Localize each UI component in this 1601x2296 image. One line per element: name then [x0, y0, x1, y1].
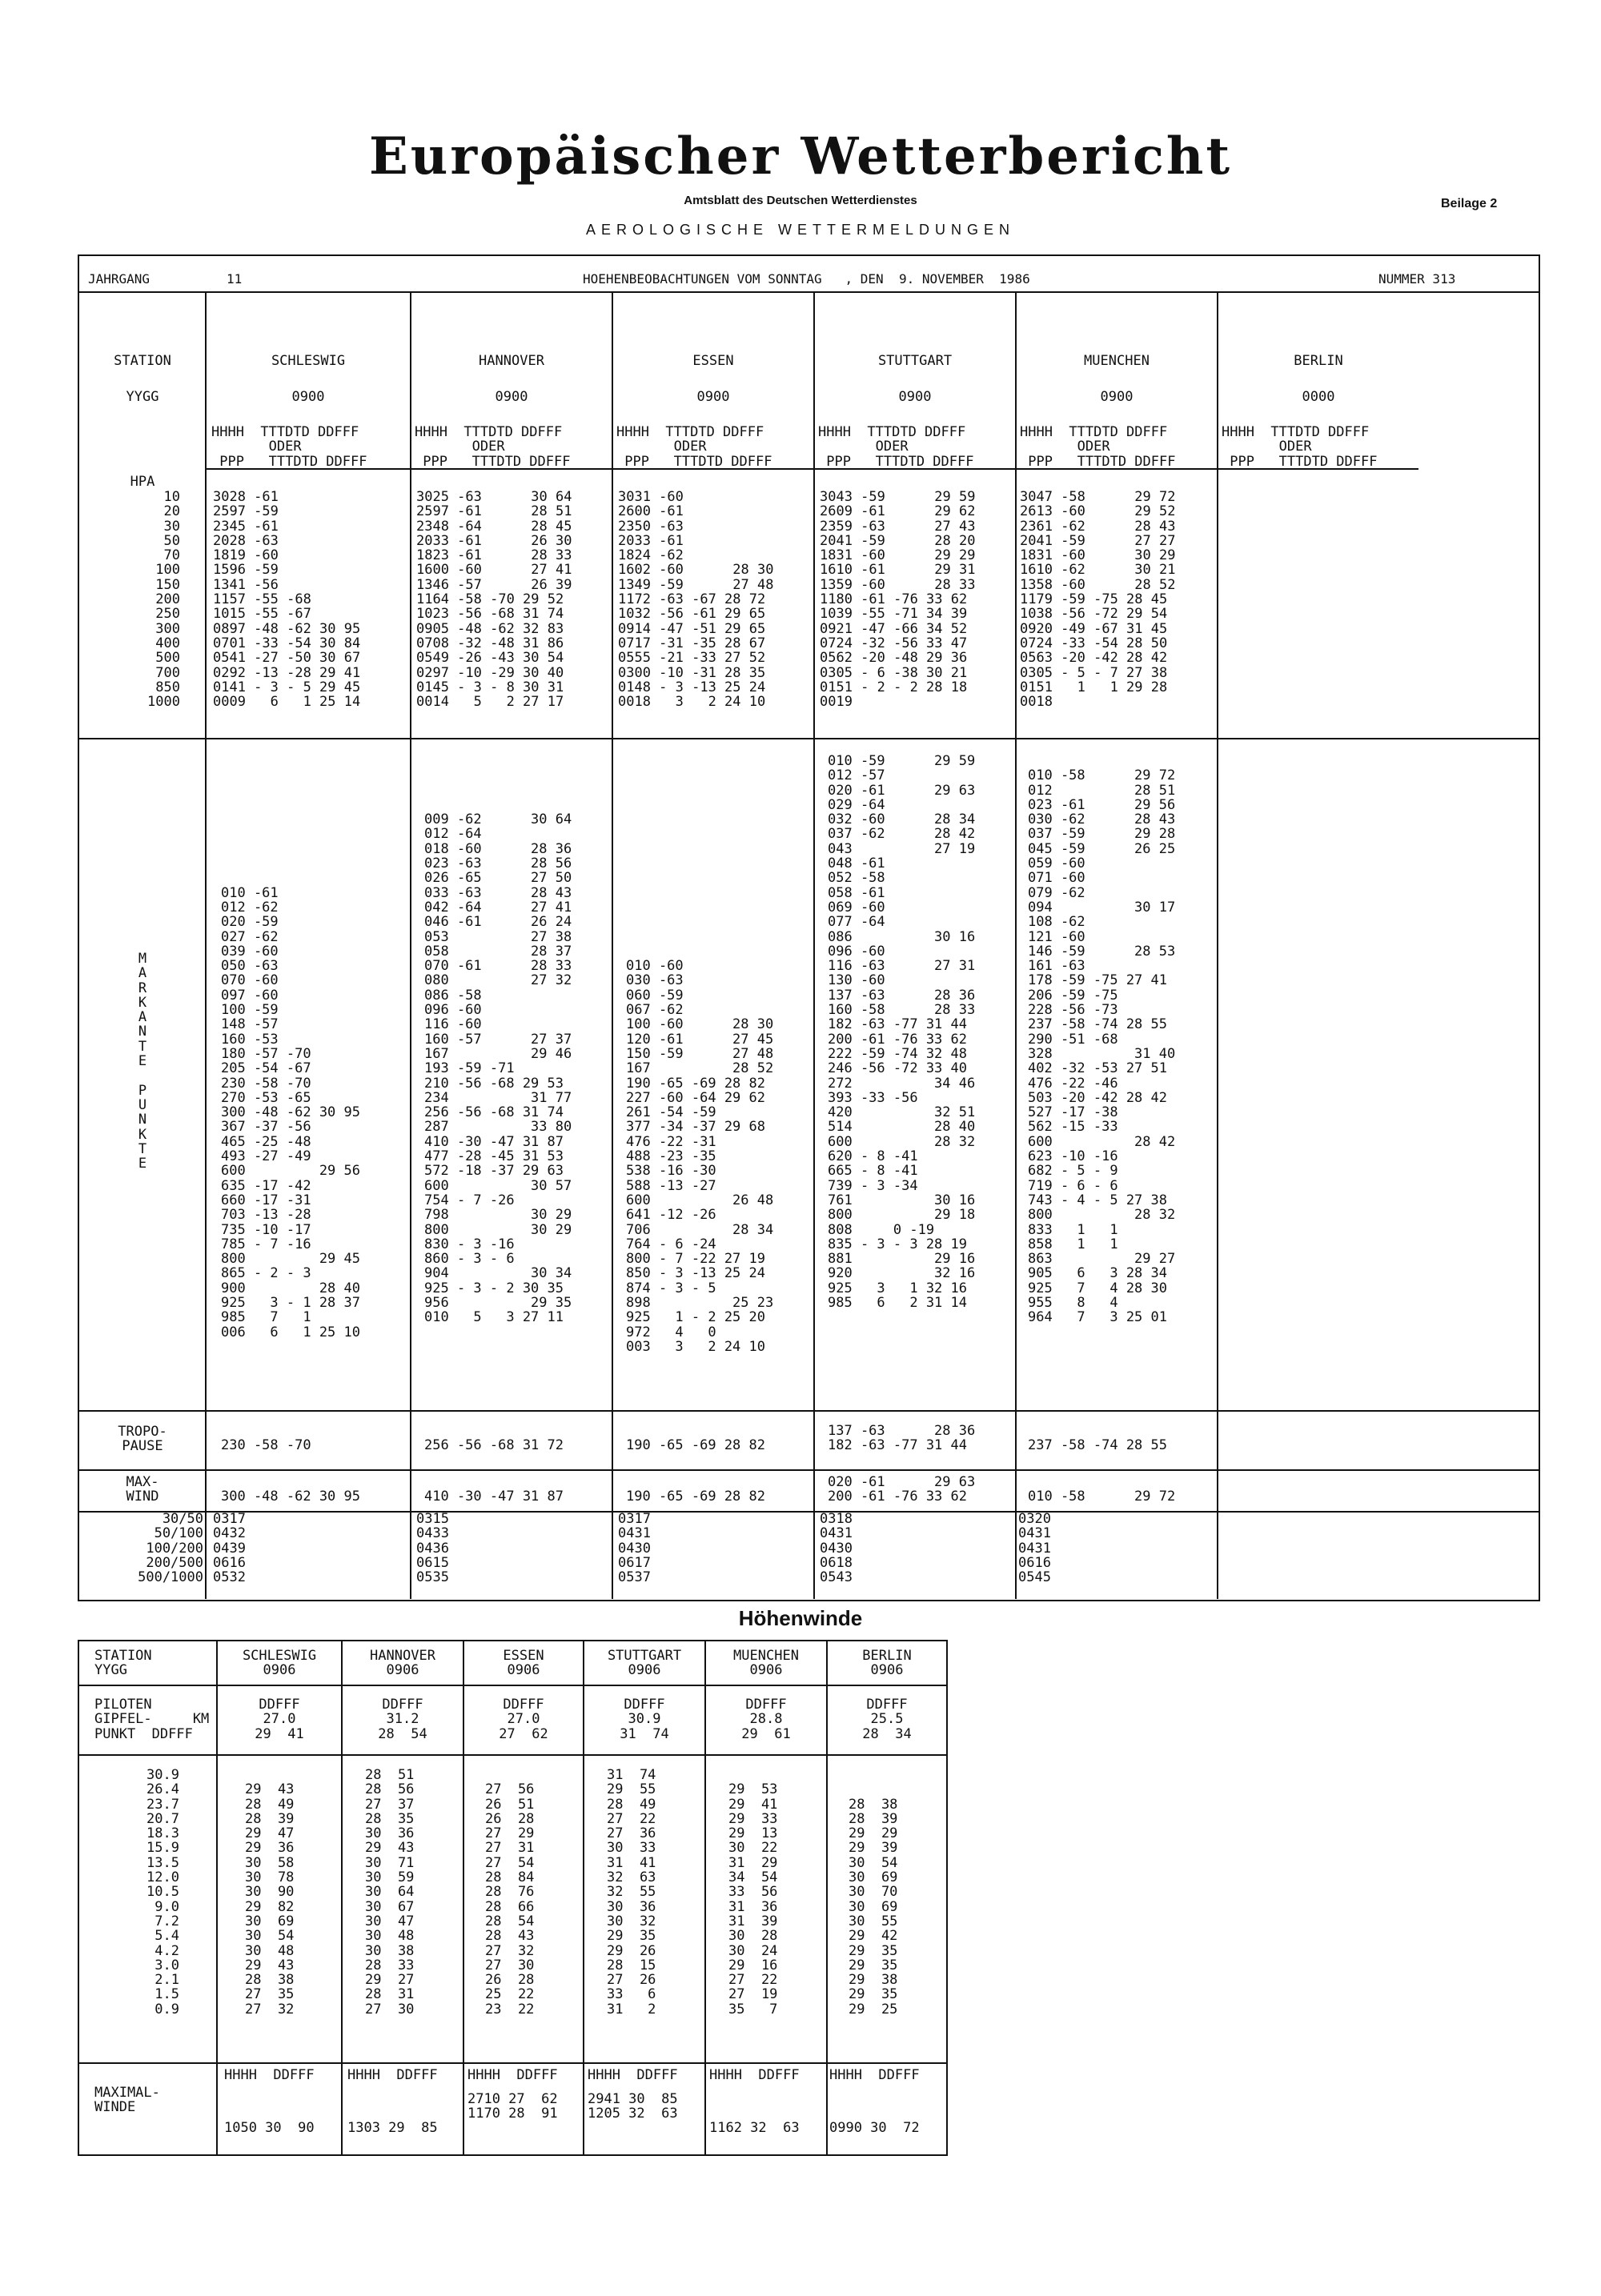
tropopause-label: TROPO- PAUSE	[118, 1424, 167, 1455]
station-name: SCHLESWIG	[271, 353, 346, 369]
markante-punkte-label: M A R K A N T E P U N K T E	[138, 951, 147, 1172]
pressure-levels: 10 20 30 50 70 100 150 200 250 300 400 500 700 850 1000	[147, 489, 180, 711]
significant-levels: 009 -62 30 64 012 -64 018 -60 28 36 023 -63 28 56 026 -65 27 50 033 -63 28 43 042 -64 27 41 046 -61 26 24 053 27 38 058 28 37 070 -61 28 33 080 27 32 086 -58 096 -60 116 -60 160 -57 27 37 167 29 46 193 -59 -71 210 -56 -68 29 53 234 31 77 256 -56 -68 31 74 287 33 80 410 -30 -47 31 87 477 -28 -45 31 53 572 -18 -37 29 63 600 30 57 754 - 7 -26 798 30 29 800 30 29 830 - 3 -16 860 - 3 - 6 904 30 34 925 - 3 - 2 30 35 956 29 35 010 5 3 27 11	[424, 811, 572, 1326]
hw-piloten: DDFFF 30.9 31 74	[620, 1697, 669, 1742]
maxwind-values: 190 -65 -69 28 82	[626, 1489, 765, 1505]
maxwind-values: 020 -61 29 63 200 -61 -76 33 62	[828, 1474, 976, 1505]
column-head: HHHH TTTDTD DDFFF ODER PPP TTTDTD DDFFF	[818, 424, 974, 470]
hw-max-label: MAXIMAL- WINDE	[94, 2085, 160, 2116]
hw-winds: 28 51 28 56 27 37 28 35 30 36 29 43 30 71 30 59 30 64 30 67 30 47 30 48 30 38 28 33 29 27 28 31 27 30	[365, 1767, 415, 2018]
hpa-label: HPA	[130, 474, 155, 490]
standard-levels: 3028 -61 2597 -59 2345 -61 2028 -63 1819 -60 1596 -59 1341 -56 1157 -55 -68 1015 -55 -67 0897 -48 -62 30 95 0701 -33 -54 30 84 0541 -27 -50 30 67 0292 -13 -28 29 41 0141 - 3 - 5 29 45 0009 6 1 25 14	[213, 489, 361, 711]
tropopause-values: 237 -58 -74 28 55	[1028, 1437, 1167, 1454]
supplement-label: Beilage 2	[1441, 197, 1498, 210]
section-title: AEROLOGISCHE WETTERMELDUNGEN	[585, 222, 1016, 238]
hw-max-head: HHHH DDFFF	[224, 2067, 315, 2083]
hw-piloten: DDFFF 25.5 28 34	[862, 1697, 912, 1742]
significant-levels: 010 -61 012 -62 020 -59 027 -62 039 -60 050 -63 070 -60 097 -60 100 -59 148 -57 160 -53 180 -57 -70 205 -54 -67 230 -58 -70 270 -53 -65 300 -48 -62 30 95 367 -37 -56 465 -25 -48 493 -27 -49 600 29 56 635 -17 -42 660 -17 -31 703 -13 -28 735 -10 -17 785 - 7 -16 800 29 45 865 - 2 - 3 900 28 40 925 3 - 1 28 37 985 7 1 006 6 1 25 10	[221, 884, 360, 1340]
standard-levels: 3031 -60 2600 -61 2350 -63 2033 -61 1824 -62 1602 -60 28 30 1349 -59 27 48 1172 -63 -67 28 72 1032 -56 -61 29 65 0914 -47 -51 29 65 0717 -31 -35 28 67 0555 -21 -33 27 52 0300 -10 -31 28 35 0148 - 3 -13 25 24 0018 3 2 24 10	[618, 489, 774, 711]
station-time: 0900	[291, 389, 325, 405]
station-name: BERLIN	[1294, 353, 1343, 369]
hw-max-values: 2710 27 62 1170 28 91	[467, 2091, 558, 2122]
maxwind-values: 010 -58 29 72	[1028, 1489, 1176, 1505]
hw-max-head: HHHH DDFFF	[467, 2067, 558, 2083]
hw-max-values: 0990 30 72	[829, 2120, 920, 2137]
column-head: HHHH TTTDTD DDFFF ODER PPP TTTDTD DDFFF	[616, 424, 772, 470]
maxwind-label: MAX- WIND	[126, 1474, 159, 1505]
shear-values: 0320 0431 0431 0616 0545	[1018, 1511, 1051, 1586]
tropopause-values: 137 -63 28 36 182 -63 -77 31 44	[828, 1423, 976, 1454]
column-head: HHHH TTTDTD DDFFF ODER PPP TTTDTD DDFFF	[1222, 424, 1378, 470]
hw-max-values: 1303 29 85	[347, 2120, 438, 2137]
jahrgang-value: 11	[227, 271, 243, 286]
station-name: ESSEN	[692, 353, 734, 369]
yygg-label: YYGG	[126, 389, 159, 405]
shear-values: 0318 0431 0430 0618 0543	[820, 1511, 853, 1586]
standard-levels: 3025 -63 30 64 2597 -61 28 51 2348 -64 28 45 2033 -61 26 30 1823 -61 28 33 1600 -60 27 41 1346 -57 26 39 1164 -58 -70 29 52 1023 -56 -68 31 74 0905 -48 -62 32 83 0708 -32 -48 31 86 0549 -26 -43 30 54 0297 -10 -29 30 40 0145 - 3 - 8 30 31 0014 5 2 27 17	[416, 489, 572, 711]
tropopause-values: 230 -58 -70	[221, 1437, 311, 1454]
page-title: Europäischer Wetterbericht	[369, 126, 1232, 186]
station-time: 0900	[495, 389, 528, 405]
column-head: HHHH TTTDTD DDFFF ODER PPP TTTDTD DDFFF	[415, 424, 571, 470]
shear-labels: 30/50 50/100 100/200 200/500 500/1000	[138, 1511, 203, 1586]
hw-winds: 27 56 26 51 26 28 27 29 27 31 27 54 28 84 28 76 28 66 28 54 28 43 27 32 27 30 26 28 25 22 23 22	[485, 1781, 535, 2018]
shear-values: 0317 0432 0439 0616 0532	[213, 1511, 246, 1586]
hw-station: HANNOVER 0906	[370, 1648, 435, 1679]
hw-max-head: HHHH DDFFF	[347, 2067, 438, 2083]
column-head: HHHH TTTDTD DDFFF ODER PPP TTTDTD DDFFF	[1020, 424, 1176, 470]
shear-values: 0315 0433 0436 0615 0535	[416, 1511, 449, 1586]
standard-levels: 3047 -58 29 72 2613 -60 29 52 2361 -62 28 43 2041 -59 27 27 1831 -60 30 29 1610 -62 30 21 1358 -60 28 52 1179 -59 -75 28 45 1038 -56 -72 29 54 0920 -49 -67 31 45 0724 -33 -54 28 50 0563 -20 -42 28 42 0305 - 5 - 7 27 38 0151 1 1 29 28 0018	[1020, 489, 1176, 711]
station-name: HANNOVER	[479, 353, 544, 369]
hw-max-head: HHHH DDFFF	[588, 2067, 678, 2083]
hw-max-values: 2941 30 85 1205 32 63	[588, 2091, 678, 2122]
hw-piloten: DDFFF 28.8 29 61	[741, 1697, 791, 1742]
hw-heights: 30.9 26.4 23.7 20.7 18.3 15.9 13.5 12.0 10.5 9.0 7.2 5.4 4.2 3.0 2.1 1.5 0.9	[146, 1767, 179, 2018]
station-name: STUTTGART	[877, 353, 953, 369]
hw-piloten: DDFFF 27.0 29 41	[255, 1697, 304, 1742]
station-time: 0000	[1302, 389, 1335, 405]
hw-winds: 28 38 28 39 29 29 29 39 30 54 30 69 30 70 30 69 30 55 29 42 29 35 29 35 29 38 29 35 29 25	[849, 1796, 898, 2018]
hw-piloten: DDFFF 27.0 27 62	[499, 1697, 548, 1742]
standard-levels: 3043 -59 29 59 2609 -61 29 62 2359 -63 27 43 2041 -59 28 20 1831 -60 29 29 1610 -61 29 31 1359 -60 28 33 1180 -61 -76 33 62 1039 -55 -71 34 39 0921 -47 -66 34 52 0724 -32 -56 33 47 0562 -20 -48 29 36 0305 - 6 -38 30 21 0151 - 2 - 2 28 18 0019	[820, 489, 976, 711]
tropopause-values: 256 -56 -68 31 72	[424, 1437, 564, 1454]
hw-piloten: DDFFF 31.2 28 54	[378, 1697, 427, 1742]
station-time: 0900	[1100, 389, 1134, 405]
station-time: 0900	[898, 389, 932, 405]
hw-station: ESSEN 0906	[503, 1648, 544, 1679]
hw-winds: 31 74 29 55 28 49 27 22 27 36 30 33 31 41 32 63 32 55 30 36 30 32 29 35 29 26 28 15 27 26 33 6 31 2	[607, 1767, 656, 2018]
hw-station: BERLIN 0906	[862, 1648, 912, 1679]
hw-station-label: STATION YYGG	[94, 1648, 152, 1679]
hw-max-head: HHHH DDFFF	[709, 2067, 800, 2083]
hw-winds: 29 43 28 49 28 39 29 47 29 36 30 58 30 78 30 90 29 82 30 69 30 54 30 48 29 43 28 38 27 35 27 32	[245, 1781, 295, 2018]
hw-station: SCHLESWIG 0906	[242, 1648, 317, 1679]
station-label: STATION	[114, 353, 171, 369]
observation-date: HOEHENBEOBACHTUNGEN VOM SONNTAG , DEN 9. NOVEMBER 1986	[583, 271, 1030, 286]
report-number: NUMMER 313	[1378, 271, 1456, 286]
hw-station: STUTTGART 0906	[607, 1648, 682, 1679]
publisher-subtitle: Amtsblatt des Deutschen Wetterdienstes	[684, 194, 917, 207]
tropopause-values: 190 -65 -69 28 82	[626, 1437, 765, 1454]
hw-piloten-label: PILOTEN GIPFEL- KM PUNKT DDFFF	[94, 1697, 210, 1742]
hw-winds: 29 53 29 41 29 33 29 13 30 22 31 29 34 54 33 56 31 36 31 39 30 28 30 24 29 16 27 22 27 19 35 7	[728, 1781, 778, 2018]
significant-levels: 010 -60 030 -63 060 -59 067 -62 100 -60 28 30 120 -61 27 45 150 -59 27 48 167 28 52 190 -65 -69 28 82 227 -60 -64 29 62 261 -54 -59 377 -34 -37 29 68 476 -22 -31 488 -23 -35 538 -16 -30 588 -13 -27 600 26 48 641 -12 -26 706 28 34 764 - 6 -24 800 - 7 -22 27 19 850 - 3 -13 25 24 874 - 3 - 5 898 25 23 925 1 - 2 25 20 972 4 0 003 3 2 24 10	[626, 958, 774, 1355]
hw-max-values: 1050 30 90	[224, 2120, 315, 2137]
maxwind-values: 410 -30 -47 31 87	[424, 1489, 564, 1505]
hoehenwinde-heading: Höhenwinde	[738, 1606, 863, 1630]
station-time: 0900	[696, 389, 730, 405]
shear-values: 0317 0431 0430 0617 0537	[618, 1511, 651, 1586]
maxwind-values: 300 -48 -62 30 95	[221, 1489, 360, 1505]
jahrgang-label: JAHRGANG	[88, 271, 150, 286]
hw-max-values: 1162 32 63	[709, 2120, 800, 2137]
hw-max-head: HHHH DDFFF	[829, 2067, 920, 2083]
hw-station: MUENCHEN 0906	[733, 1648, 799, 1679]
significant-levels: 010 -58 29 72 012 28 51 023 -61 29 56 030 -62 28 43 037 -59 29 28 045 -59 26 25 059 -60 071 -60 079 -62 094 30 17 108 -62 121 -60 146 -59 28 53 161 -63 178 -59 -75 27 41 206 -59 -75 228 -56 -73 237 -58 -74 28 55 290 -51 -68 328 31 40 402 -32 -53 27 51 476 -22 -46 503 -20 -42 28 42 527 -17 -38 562 -15 -33 600 28 42 623 -10 -16 682 - 5 - 9 719 - 6 - 6 743 - 4 - 5 27 38 800 28 32 833 1 1 858 1 1 863 29 27 905 6 3 28 34 925 7 4 28 30 955 8 4 964 7 3 25 01	[1028, 767, 1176, 1326]
column-head: HHHH TTTDTD DDFFF ODER PPP TTTDTD DDFFF	[211, 424, 367, 470]
significant-levels: 010 -59 29 59 012 -57 020 -61 29 63 029 -64 032 -60 28 34 037 -62 28 42 043 27 19 048 -61 052 -58 058 -61 069 -60 077 -64 086 30 16 096 -60 116 -63 27 31 130 -60 137 -63 28 36 160 -58 28 33 182 -63 -77 31 44 200 -61 -76 33 62 222 -59 -74 32 48 246 -56 -72 33 40 272 34 46 393 -33 -56 420 32 51 514 28 40 600 28 32 620 - 8 -41 665 - 8 -41 739 - 3 -34 761 30 16 800 29 18 808 0 -19 835 - 3 - 3 28 19 881 29 16 920 32 16 925 3 1 32 16 985 6 2 31 14	[828, 753, 976, 1311]
station-name: MUENCHEN	[1084, 353, 1150, 369]
